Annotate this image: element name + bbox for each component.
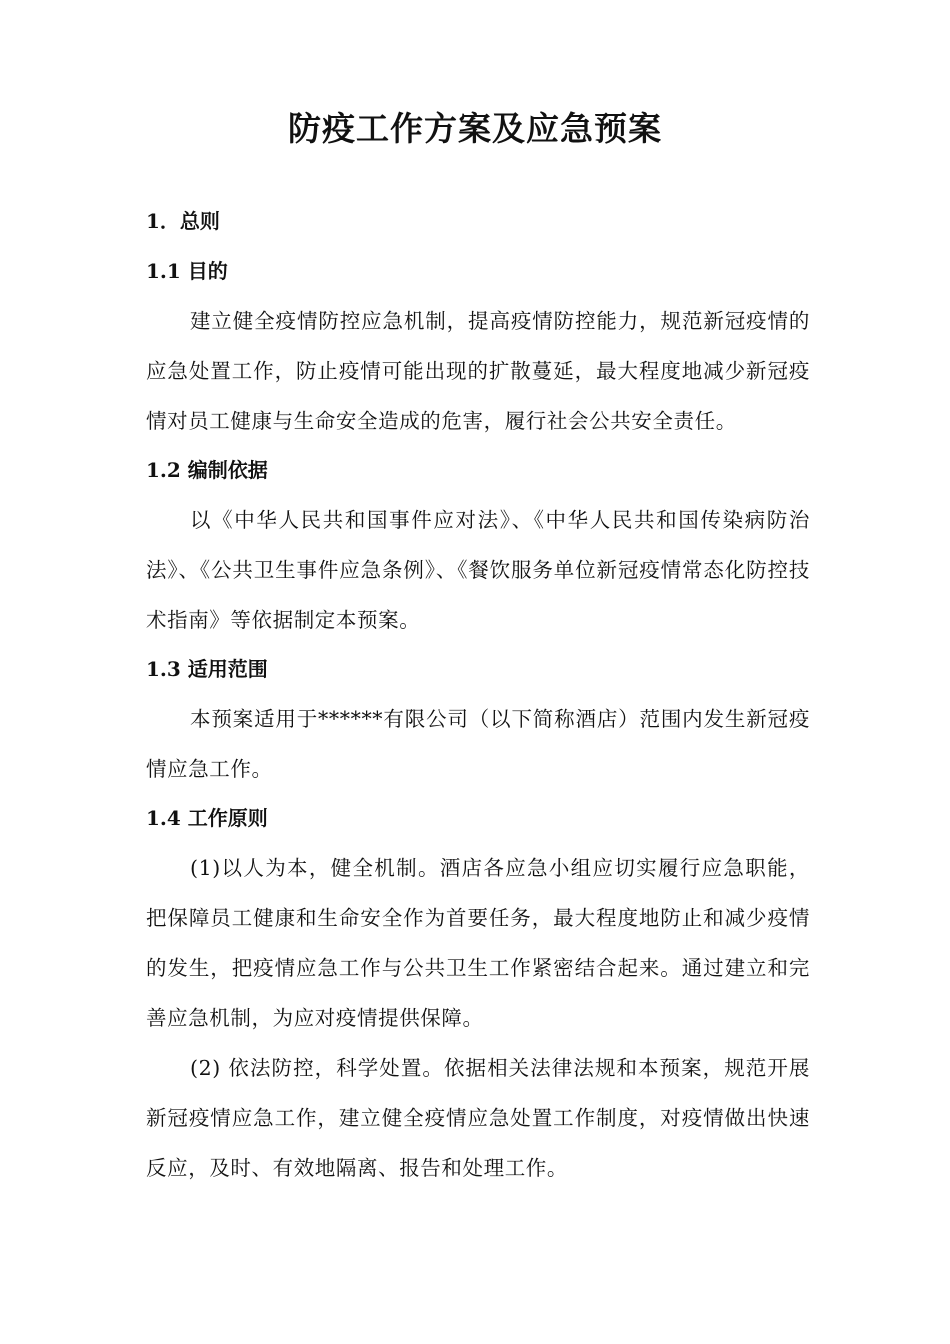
paragraph-principle-2: (2) 依法防控，科学处置。依据相关法律法规和本预案，规范开展新冠疫情应急工作，建立健全疫情应急处置工作制度，对疫情做出快速反应，及时、有效地隔离、报告和处理工作。 — [146, 1056, 810, 1180]
paragraph-basis: 以《中华人民共和国事件应对法》、《中华人民共和国传染病防治法》、《公共卫生事件应急条例》、《餐饮服务单位新冠疫情常态化防控技术指南》等依据制定本预案。 — [146, 508, 810, 632]
paragraph-principle-1: (1)以人为本，健全机制。酒店各应急小组应切实履行应急职能，把保障员工健康和生命安全作为首要任务，最大程度地防止和减少疫情的发生，把疫情应急工作与公共卫生工作紧密结合起来。通过建立和完善应急机制，为应对疫情提供保障。 — [146, 856, 810, 1030]
section-heading-principles: 1.4 工作原则 — [146, 806, 268, 830]
paragraph-scope: 本预案适用于******有限公司（以下简称酒店）范围内发生新冠疫情应急工作。 — [146, 707, 810, 781]
section-heading-general: 1．总则 — [146, 209, 220, 233]
section-heading-purpose: 1.1 目的 — [146, 259, 228, 283]
paragraph-purpose: 建立健全疫情防控应急机制，提高疫情防控能力，规范新冠疫情的应急处置工作，防止疫情可能出现的扩散蔓延，最大程度地减少新冠疫情对员工健康与生命安全造成的危害，履行社会公共安全责任。 — [146, 309, 810, 433]
document-title: 防疫工作方案及应急预案 — [288, 109, 662, 148]
section-heading-basis: 1.2 编制依据 — [146, 458, 268, 482]
section-heading-scope: 1.3 适用范围 — [146, 657, 268, 681]
